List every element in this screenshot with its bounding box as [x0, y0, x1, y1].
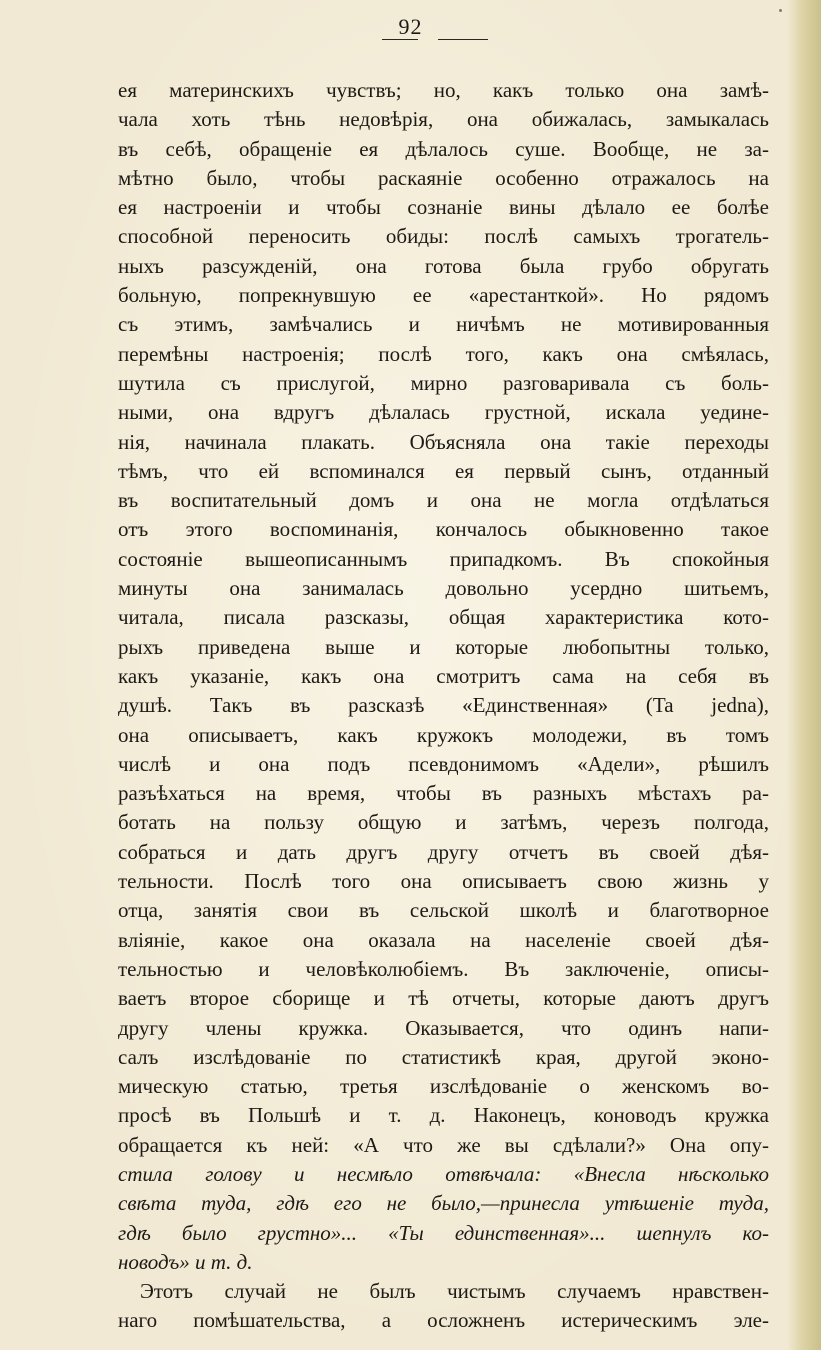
text-line: шутила съ прислугой, мирно разговаривала съ боль- — [118, 370, 769, 395]
body-text — [118, 76, 769, 1336]
text-line: тѣмъ, что ей вспоминался ея первый сынъ, отданный — [118, 458, 769, 483]
text-line: салъ изслѣдованіе по статистикѣ края, другой эконо- — [118, 1044, 769, 1069]
text-line: читала, писала разсказы, общая характеристика кото- — [118, 605, 769, 630]
text-line: гдѣ было грустно»... «Ты единственная»... шепнулъ ко- — [118, 1220, 769, 1245]
text-line: нія, начинала плакать. Объясняла она такіе переходы — [118, 429, 769, 454]
text-line: тельностью и человѣколюбіемъ. Въ заключеніе, описы- — [118, 956, 769, 981]
text-line: собраться и дать другъ другу отчетъ въ своей дѣя- — [118, 839, 769, 864]
text-line: минуты она занималась довольно усердно шитьемъ, — [118, 576, 769, 601]
page-number-rule-left — [382, 39, 418, 40]
text-line: въ себѣ, обращеніе ея дѣлалось суше. Вообще, не за- — [118, 136, 769, 161]
text-line: душѣ. Такъ въ разсказѣ «Единственная» (Ta jedna), — [118, 693, 769, 718]
text-line: отца, занятія свои въ сельской школѣ и благотворное — [118, 898, 769, 923]
text-line: разъѣхаться на время, чтобы въ разныхъ мѣстахъ ра- — [118, 781, 769, 806]
text-line: ея материнскихъ чувствъ; но, какъ только она замѣ- — [118, 78, 769, 102]
ink-speck — [779, 9, 782, 12]
text-line: ея настроеніи и чтобы сознаніе вины дѣлало ее болѣе — [118, 195, 769, 220]
text-line: ными, она вдругъ дѣлалась грустной, искала уедине- — [118, 400, 769, 425]
text-line: стила голову и несмѣло отвѣчала: «Внесла нѣсколько — [118, 1161, 769, 1186]
text-line: ваетъ второе сборище и тѣ отчеты, которые даютъ другъ — [118, 986, 769, 1011]
text-line: другу члены кружка. Оказывается, что одинъ напи- — [118, 1015, 769, 1040]
text-line: числѣ и она подъ псевдонимомъ «Адели», рѣшилъ — [118, 751, 769, 776]
page-edge-shadow — [787, 0, 821, 1350]
text-line: тельности. Послѣ того она описываетъ свою жизнь у — [118, 869, 769, 894]
text-line: Этотъ случай не былъ чистымъ случаемъ нравствен- — [140, 1279, 769, 1304]
text-line: мическую статью, третья изслѣдованіе о женскомъ во- — [118, 1074, 769, 1099]
text-line: мѣтно было, чтобы раскаяніе особенно отражалось на — [118, 165, 769, 190]
text-line: она описываетъ, какъ кружокъ молодежи, въ томъ — [118, 722, 769, 747]
text-line: обращается къ ней: «А что же вы сдѣлали?» Она опу- — [118, 1132, 769, 1157]
text-line: чала хоть тѣнь недовѣрія, она обижалась, замыкалась — [118, 107, 769, 132]
text-line: свѣта туда, гдѣ его не было,—принесла утѣшеніе туда, — [118, 1191, 769, 1216]
page-header — [0, 14, 821, 40]
text-line: состояніе вышеописаннымъ припадкомъ. Въ спокойныя — [118, 546, 769, 571]
text-line: просѣ въ Польшѣ и т. д. Наконецъ, коноводъ кружка — [118, 1103, 769, 1128]
text-line: съ этимъ, замѣчались и ничѣмъ не мотивированныя — [118, 312, 769, 337]
text-line: какъ указаніе, какъ она смотритъ сама на себя въ — [118, 663, 769, 688]
text-line: больную, попрекнувшую ее «арестанткой». Но рядомъ — [118, 283, 769, 308]
text-line: ботать на пользу общую и затѣмъ, черезъ полгода, — [118, 810, 769, 835]
text-line: способной переносить обиды: послѣ самыхъ трогатель- — [118, 224, 769, 249]
text-line: наго помѣшательства, а осложненъ истерическимъ эле- — [118, 1308, 769, 1333]
text-line: новодъ» и т. д. — [118, 1249, 253, 1274]
text-line: вліяніе, какое она оказала на населеніе своей дѣя- — [118, 927, 769, 952]
text-line: ныхъ разсужденій, она готова была грубо обругать — [118, 253, 769, 278]
text-line: рыхъ приведена выше и которые любопытны только, — [118, 634, 769, 659]
text-line: въ воспитательный домъ и она не могла отдѣлаться — [118, 488, 769, 513]
page-number-rule-right — [438, 39, 488, 40]
page-number: 92 — [398, 14, 423, 39]
text-line: отъ этого воспоминанія, кончалось обыкновенно такое — [118, 517, 769, 542]
text-line: перемѣны настроенія; послѣ того, какъ она смѣялась, — [118, 341, 769, 366]
